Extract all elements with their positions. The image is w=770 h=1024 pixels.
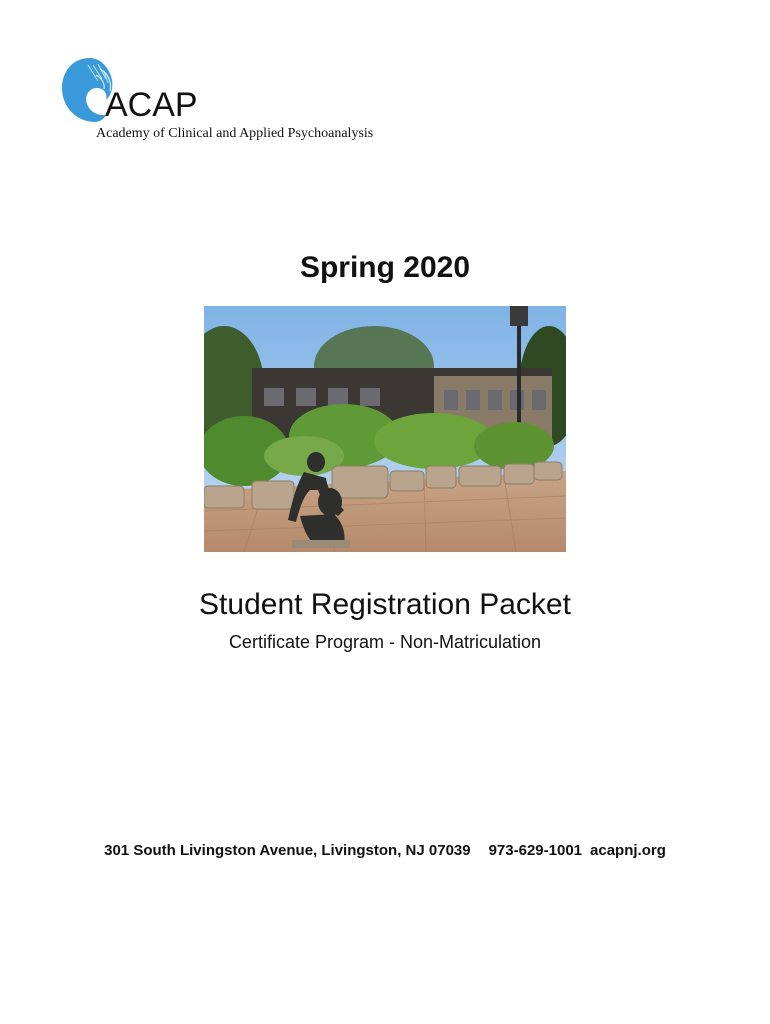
semester-heading: Spring 2020 bbox=[299, 251, 471, 284]
organization-name: Academy of Clinical and Applied Psychoanalysis bbox=[96, 126, 374, 141]
logo-wordmark: ACAP bbox=[105, 86, 198, 124]
acap-logo bbox=[60, 55, 210, 130]
phone-text: 973-629-1001 bbox=[488, 842, 583, 859]
packet-title: Student Registration Packet bbox=[199, 588, 571, 621]
campus-building-photo bbox=[204, 306, 566, 552]
website-link[interactable]: acapnj.org bbox=[590, 842, 666, 859]
contact-footer bbox=[0, 842, 770, 859]
address-text: 301 South Livingston Avenue, Livingston, NJ 07039 bbox=[104, 842, 471, 859]
packet-subtitle: Certificate Program - Non-Matriculation bbox=[228, 632, 542, 652]
